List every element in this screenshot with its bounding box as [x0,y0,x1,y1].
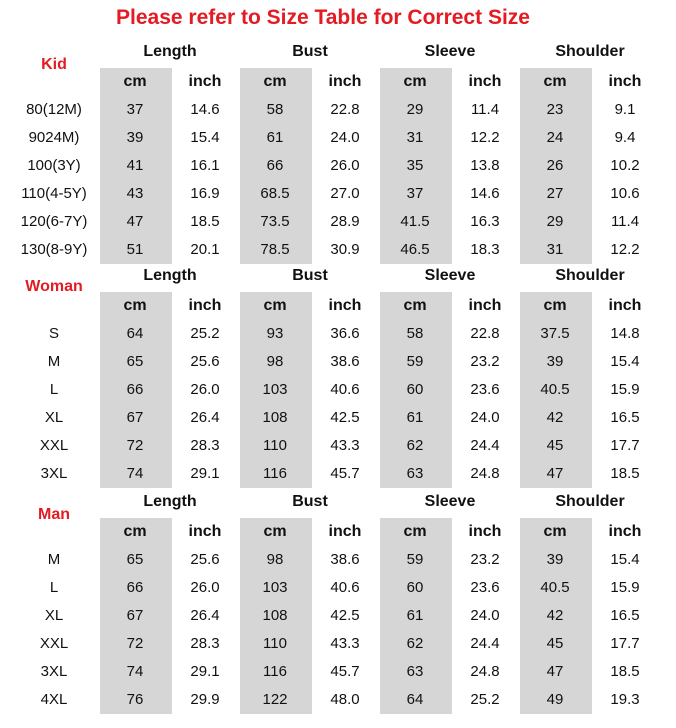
table-cell: 76 [126,691,144,708]
table-cell: 15.4 [610,353,640,370]
column-group-header: Sleeve [424,43,476,60]
table-cell: 67 [126,409,144,426]
section-label: Woman [25,278,83,295]
table-cell: 61 [406,607,424,624]
size-label: 130(8-9Y) [20,241,88,258]
size-label: XXL [39,635,69,652]
size-label: L [49,579,59,596]
table-cell: 31 [546,241,564,258]
table-cell: 59 [406,551,424,568]
table-cell: 27.0 [330,185,360,202]
size-label: L [49,381,59,398]
table-cell: 26.0 [190,579,220,596]
table-cell: 72 [126,635,144,652]
table-cell: 45.7 [330,663,360,680]
column-group-header: Sleeve [424,267,476,284]
table-cell: 63 [406,465,424,482]
table-cell: 24.8 [470,663,500,680]
column-group-header: Length [143,43,197,60]
table-cell: 42 [546,607,564,624]
unit-header: inch [608,73,642,90]
table-cell: 47 [546,663,564,680]
unit-header: inch [608,523,642,540]
table-cell: 74 [126,663,144,680]
table-cell: 103 [262,381,288,398]
unit-header: cm [263,523,287,540]
table-cell: 116 [263,465,287,482]
table-cell: 16.1 [190,157,220,174]
table-cell: 60 [406,579,424,596]
unit-header: inch [328,523,362,540]
table-cell: 26 [546,157,564,174]
table-cell: 66 [126,381,144,398]
table-cell: 15.9 [610,381,640,398]
table-cell: 18.5 [610,465,640,482]
unit-header: inch [468,523,502,540]
table-cell: 110 [263,635,287,652]
table-cell: 43 [126,185,144,202]
table-cell: 14.8 [610,325,640,342]
size-label: 3XL [40,465,68,482]
table-cell: 25.2 [470,691,500,708]
table-cell: 19.3 [610,691,640,708]
table-cell: 42.5 [330,607,360,624]
table-cell: 58 [266,101,284,118]
column-group-header: Bust [292,43,328,60]
table-cell: 23.6 [470,579,500,596]
table-cell: 43.3 [330,635,360,652]
table-cell: 98 [266,353,284,370]
table-cell: 41 [126,157,144,174]
table-cell: 116 [263,663,287,680]
section-label: Man [38,506,70,523]
table-cell: 110 [263,437,287,454]
column-group-header: Shoulder [555,493,625,510]
table-cell: 27 [546,185,564,202]
table-cell: 28.3 [190,437,220,454]
table-cell: 45.7 [330,465,360,482]
table-cell: 67 [126,607,144,624]
table-cell: 45 [546,635,564,652]
table-cell: 14.6 [190,101,220,118]
table-cell: 61 [406,409,424,426]
size-label: 4XL [40,691,68,708]
unit-header: cm [123,73,147,90]
table-cell: 38.6 [330,353,360,370]
table-cell: 48.0 [330,691,360,708]
table-cell: 28.3 [190,635,220,652]
unit-header: cm [543,297,567,314]
table-cell: 15.9 [610,579,640,596]
table-cell: 40.6 [330,579,360,596]
table-cell: 40.5 [540,579,570,596]
table-cell: 23.2 [470,551,500,568]
table-cell: 72 [126,437,144,454]
table-cell: 65 [126,551,144,568]
table-cell: 24.8 [470,465,500,482]
unit-header: cm [123,297,147,314]
unit-header: inch [468,297,502,314]
table-cell: 14.6 [470,185,500,202]
table-cell: 66 [126,579,144,596]
size-label: 9024M) [28,129,80,146]
table-cell: 64 [126,325,144,342]
unit-header: cm [543,523,567,540]
table-cell: 65 [126,353,144,370]
column-group-header: Shoulder [555,267,625,284]
table-cell: 40.6 [330,381,360,398]
table-cell: 43.3 [330,437,360,454]
table-cell: 58 [406,325,424,342]
table-cell: 29.1 [190,663,220,680]
table-cell: 26.4 [190,607,220,624]
table-cell: 63 [406,663,424,680]
size-section-man [0,490,676,714]
table-cell: 62 [406,635,424,652]
table-cell: 16.5 [610,409,640,426]
column-group-header: Bust [292,493,328,510]
table-cell: 38.6 [330,551,360,568]
table-cell: 12.2 [610,241,640,258]
table-cell: 29.9 [190,691,220,708]
column-group-header: Bust [292,267,328,284]
table-cell: 23 [546,101,564,118]
table-cell: 9.4 [614,129,636,146]
unit-header: inch [328,297,362,314]
unit-header: inch [328,73,362,90]
table-cell: 74 [126,465,144,482]
table-cell: 39 [546,551,564,568]
size-label: 3XL [40,663,68,680]
table-cell: 29 [406,101,424,118]
size-label: 120(6-7Y) [20,213,88,230]
table-cell: 51 [126,241,144,258]
size-section-woman [0,264,676,488]
table-cell: 66 [266,157,284,174]
table-cell: 24.4 [470,437,500,454]
unit-header: cm [403,73,427,90]
table-cell: 24 [546,129,564,146]
unit-header: cm [403,297,427,314]
table-cell: 45 [546,437,564,454]
table-cell: 93 [266,325,284,342]
table-cell: 26.0 [190,381,220,398]
table-cell: 35 [406,157,424,174]
size-section-kid [0,40,676,264]
unit-header: cm [123,523,147,540]
size-label: 100(3Y) [27,157,81,174]
table-cell: 22.8 [330,101,360,118]
table-cell: 18.3 [470,241,500,258]
table-cell: 28.9 [330,213,360,230]
size-label: M [47,551,61,568]
table-cell: 78.5 [260,241,290,258]
table-cell: 18.5 [190,213,220,230]
table-cell: 24.0 [470,409,500,426]
table-cell: 103 [262,579,288,596]
table-cell: 17.7 [610,635,640,652]
unit-header: inch [188,297,222,314]
table-cell: 36.6 [330,325,360,342]
table-cell: 73.5 [260,213,290,230]
table-cell: 17.7 [610,437,640,454]
table-cell: 22.8 [470,325,500,342]
table-cell: 12.2 [470,129,500,146]
column-group-header: Length [143,267,197,284]
size-label: M [47,353,61,370]
unit-header: inch [608,297,642,314]
table-cell: 25.2 [190,325,220,342]
unit-header: cm [263,73,287,90]
table-cell: 37 [406,185,424,202]
table-cell: 122 [262,691,288,708]
page-title: Please refer to Size Table for Correct Size [116,6,530,29]
unit-header: cm [543,73,567,90]
unit-header: inch [468,73,502,90]
size-label: S [48,325,59,342]
column-group-header: Shoulder [555,43,625,60]
table-cell: 98 [266,551,284,568]
size-label: XXL [39,437,69,454]
column-group-header: Length [143,493,197,510]
table-cell: 24.0 [330,129,360,146]
table-cell: 60 [406,381,424,398]
table-cell: 61 [266,129,284,146]
table-cell: 10.6 [610,185,640,202]
table-cell: 31 [406,129,424,146]
column-group-header: Sleeve [424,493,476,510]
unit-header: cm [263,297,287,314]
table-cell: 23.2 [470,353,500,370]
size-label: 110(4-5Y) [21,185,87,202]
table-cell: 24.0 [470,607,500,624]
table-cell: 29.1 [190,465,220,482]
table-cell: 41.5 [400,213,430,230]
table-cell: 46.5 [400,241,430,258]
table-cell: 16.9 [190,185,220,202]
table-cell: 39 [546,353,564,370]
table-cell: 108 [262,409,288,426]
table-cell: 13.8 [470,157,500,174]
unit-header: inch [188,523,222,540]
table-cell: 10.2 [610,157,640,174]
table-cell: 15.4 [610,551,640,568]
table-cell: 9.1 [614,101,636,118]
size-label: 80(12M) [26,101,82,118]
size-label: XL [44,409,64,426]
table-cell: 40.5 [540,381,570,398]
table-cell: 37.5 [540,325,570,342]
table-cell: 42 [546,409,564,426]
table-cell: 68.5 [260,185,290,202]
table-cell: 16.3 [470,213,500,230]
table-cell: 42.5 [330,409,360,426]
table-cell: 47 [546,465,564,482]
unit-header: inch [188,73,222,90]
table-cell: 108 [262,607,288,624]
table-cell: 29 [546,213,564,230]
table-cell: 25.6 [190,353,220,370]
table-cell: 18.5 [610,663,640,680]
table-cell: 62 [406,437,424,454]
table-cell: 39 [126,129,144,146]
size-label: XL [44,607,64,624]
table-cell: 20.1 [190,241,220,258]
section-label: Kid [41,56,67,73]
table-cell: 30.9 [330,241,360,258]
table-cell: 64 [406,691,424,708]
table-cell: 37 [126,101,144,118]
table-cell: 47 [126,213,144,230]
unit-header: cm [403,523,427,540]
table-cell: 59 [406,353,424,370]
table-cell: 11.4 [610,213,640,230]
table-cell: 11.4 [470,101,500,118]
table-cell: 23.6 [470,381,500,398]
table-cell: 26.0 [330,157,360,174]
table-cell: 26.4 [190,409,220,426]
table-cell: 25.6 [190,551,220,568]
table-cell: 24.4 [470,635,500,652]
table-cell: 16.5 [610,607,640,624]
table-cell: 49 [546,691,564,708]
table-cell: 15.4 [190,129,220,146]
